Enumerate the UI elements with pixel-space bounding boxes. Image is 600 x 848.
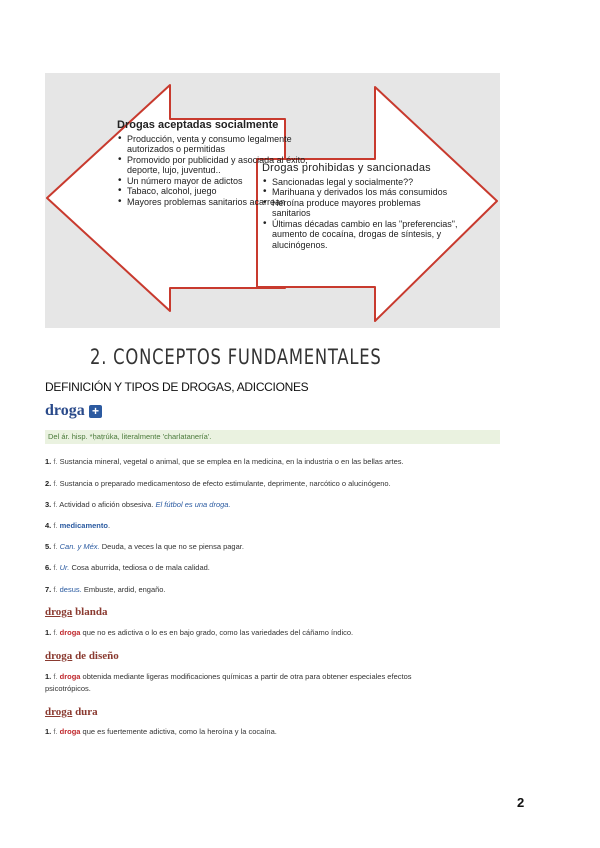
def-term[interactable]: droga — [59, 727, 81, 736]
list-item: • Promovido por publicidad y asociada al éxito, deporte, lujo, juventud.. — [127, 155, 315, 176]
accepted-drugs-title: Drogas aceptadas socialmente — [117, 119, 279, 131]
def-gram: f. — [53, 500, 58, 509]
def-term[interactable]: droga — [59, 628, 81, 637]
list-item: • Tabaco, alcohol, juego — [127, 186, 315, 197]
def-gram: f. — [53, 628, 58, 637]
subentry-title-droga-de-diseno — [45, 650, 119, 662]
subentry-def-droga-dura — [45, 727, 277, 736]
subentry-headword: droga — [45, 650, 73, 662]
def-number: 3. — [45, 500, 52, 509]
definition-2 — [45, 479, 391, 488]
definition-4 — [45, 521, 110, 530]
def-text: Deuda, a veces la que no se piensa pagar. — [101, 542, 244, 551]
list-item: • Heroína produce mayores problemas sanitarios — [272, 198, 460, 219]
def-gram: f. — [53, 457, 58, 466]
def-number: 1. — [45, 672, 52, 681]
subentry-qualifier: dura — [72, 706, 98, 718]
list-item: • Marihuana y derivados los más consumidos — [272, 187, 460, 198]
subentry-def-droga-de-diseno — [45, 672, 412, 681]
list-item: • Producción, venta y consumo legalmente autorizados o permitidas — [127, 134, 315, 155]
etymology-bar: Del ár. hisp. *ḥaṭrúka, literalmente 'charlatanería'. — [45, 430, 500, 444]
def-number: 2. — [45, 479, 52, 488]
def-text: psicotrópicos. — [45, 684, 91, 693]
def-text: Embuste, ardid, engaño. — [83, 585, 166, 594]
def-text: que es fuertemente adictiva, como la heroína y la cocaína. — [80, 727, 277, 736]
def-text: Actividad o afición obsesiva. — [59, 500, 154, 509]
def-number: 4. — [45, 521, 52, 530]
subentry-headword: droga — [45, 606, 73, 618]
def-gram: f. — [53, 521, 58, 530]
medicamento-link[interactable]: medicamento — [59, 521, 108, 530]
subentry-def-droga-blanda — [45, 628, 353, 637]
list-item: • Mayores problemas sanitarios acarrean — [127, 197, 315, 208]
list-item: • Un número mayor de adictos — [127, 176, 315, 187]
def-gram: f. — [53, 563, 58, 572]
definition-3 — [45, 500, 231, 509]
dictionary-headword: droga — [45, 402, 85, 419]
subtitle: DEFINICIÓN Y TIPOS DE DROGAS, ADICCIONES — [45, 380, 309, 394]
definition-6 — [45, 563, 210, 572]
def-text: Sustancia mineral, vegetal o animal, que se emplea en la medicina, en la industria o en las bellas artes. — [59, 457, 404, 466]
subentry-title-droga-dura — [45, 706, 98, 718]
list-item: • Sancionadas legal y socialmente?? — [272, 177, 460, 188]
prohibited-drugs-list — [260, 177, 460, 251]
def-gram: f. — [53, 672, 58, 681]
page-number: 2 — [517, 795, 525, 810]
subentry-headword: droga — [45, 706, 73, 718]
def-number: 5. — [45, 542, 52, 551]
def-number: 1. — [45, 457, 52, 466]
list-item: • Últimas décadas cambio en las "preferencias", aumento de cocaína, drogas de síntesis, y alucinógenos. — [272, 219, 460, 251]
def-punct: . — [107, 521, 111, 530]
definition-5 — [45, 542, 244, 551]
subentry-qualifier: blanda — [72, 606, 108, 618]
def-number: 1. — [45, 628, 52, 637]
def-gram: f. — [53, 542, 58, 551]
def-number: 7. — [45, 585, 52, 594]
def-text: obtenida mediante ligeras modificaciones químicas a partir de otra para obtener especiales efectos — [80, 672, 412, 681]
def-number: 6. — [45, 563, 52, 572]
def-number: 1. — [45, 727, 52, 736]
def-term[interactable]: droga — [59, 672, 81, 681]
prohibited-drugs-title: Drogas prohibidas y sancionadas — [262, 162, 431, 174]
def-region: Can. y Méx. — [59, 542, 100, 551]
def-gram: f. — [53, 585, 58, 594]
def-region: Ur. — [59, 563, 70, 572]
section-title: 2. CONCEPTOS FUNDAMENTALES — [90, 345, 382, 369]
plus-icon[interactable]: + — [89, 405, 102, 418]
def-text: Sustancia o preparado medicamentoso de efecto estimulante, deprimente, narcótico o alucinógeno. — [59, 479, 391, 488]
def-marker: desus. — [59, 585, 82, 594]
def-gram: f. — [53, 479, 58, 488]
subentry-qualifier: de diseño — [72, 650, 119, 662]
subentry-def-continuation — [45, 684, 91, 693]
def-example: El fútbol es una droga. — [155, 500, 231, 509]
def-text: Cosa aburrida, tediosa o de mala calidad. — [71, 563, 210, 572]
def-gram: f. — [53, 727, 58, 736]
definition-1 — [45, 457, 404, 466]
drug-types-diagram — [45, 73, 500, 328]
prohibited-drugs-box — [260, 163, 460, 250]
def-text: que no es adictiva o lo es en bajo grado, como las variedades del cáñamo índico. — [80, 628, 354, 637]
subentry-title-droga-blanda — [45, 606, 107, 618]
definition-7 — [45, 585, 166, 594]
